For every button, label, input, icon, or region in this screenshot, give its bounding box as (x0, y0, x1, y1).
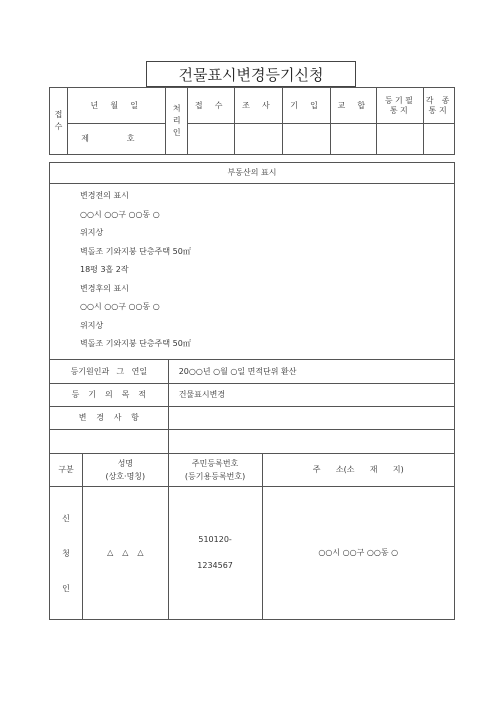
applicant-type-header (50, 454, 83, 487)
property-line: 벽돌조 기와지붕 단층주택 50㎡ (80, 339, 191, 348)
main-form-table (49, 162, 455, 620)
applicant-type-label: 구분 (58, 465, 74, 474)
step-stamp-box[interactable] (331, 124, 377, 155)
property-line: 위지상 (80, 228, 104, 237)
step-cell (331, 88, 377, 124)
applicant-name-header (82, 454, 168, 487)
applicant-name-header-line2: (상호·명칭) (105, 471, 146, 481)
property-description-cell (50, 184, 455, 360)
step-check-label: 교 합 (337, 100, 370, 110)
applicant-address-header-label: 주 소(소 재 지) (312, 465, 404, 474)
property-line: 18평 3홉 2작 (80, 265, 129, 274)
applicant-id-field[interactable] (168, 487, 262, 620)
processor-label: 처리인 (172, 104, 181, 137)
step-stamp-box[interactable] (188, 124, 235, 155)
step-entry-label: 기 입 (290, 100, 323, 110)
step-stamp-box[interactable] (282, 124, 331, 155)
cause-label-cell (50, 360, 169, 384)
changes-label-cell (50, 407, 169, 430)
applicant-id-header-line1: 주민등록번호 (191, 458, 239, 468)
changes-label: 변 경 사 항 (78, 413, 139, 422)
applicant-id-header (168, 454, 262, 487)
step-cell (282, 88, 331, 124)
property-header-cell (50, 163, 455, 184)
step-receipt-label: 접 수 (194, 100, 228, 110)
blank-value-field[interactable] (168, 430, 454, 454)
receipt-label-cell (50, 88, 68, 155)
property-line: 위지상 (80, 320, 104, 330)
purpose-value-field[interactable]: 건물표시변경 (168, 384, 454, 407)
applicant-name-header-line1: 성명 (117, 458, 134, 468)
receipt-date-label: 년 월 일 (90, 100, 143, 110)
purpose-label-cell (50, 384, 169, 407)
changes-value-field[interactable] (168, 407, 454, 430)
applicant-name-value: △ △ △ (107, 548, 144, 557)
receipt-table (49, 87, 455, 155)
step-cell (188, 88, 235, 124)
step-review-label: 조 사 (242, 100, 275, 110)
step-completion-notice-label: 등기필통지 (384, 95, 416, 115)
cause-label: 등기원인과 그 연일 (70, 366, 148, 376)
blank-label-cell (50, 430, 169, 454)
step-stamp-box[interactable] (377, 124, 424, 155)
processor-label-cell (166, 88, 188, 155)
step-stamp-box[interactable] (424, 124, 455, 155)
receipt-number-cell (67, 124, 165, 155)
purpose-label: 등 기 의 목 적 (71, 390, 147, 399)
property-line: 변경후의 표시 (80, 283, 129, 293)
property-line: 변경전의 표시 (80, 191, 129, 200)
step-notices-label: 각 종통지 (425, 95, 453, 115)
cause-value-field[interactable]: 20○○년 ○월 ○일 면적단위 환산 (168, 360, 454, 384)
applicant-name-field[interactable] (82, 487, 168, 620)
applicant-id-header-line2: (등기용등록번호) (184, 471, 246, 481)
property-line: ○○시 ○○구 ○○동 ○ (80, 302, 160, 311)
applicant-address-header (262, 454, 455, 487)
step-stamp-box[interactable] (234, 124, 282, 155)
applicant-address-value: ○○시 ○○구 ○○동 ○ (318, 548, 399, 557)
property-header: 부동산의 표시 (227, 168, 277, 177)
applicant-id-value-line2: 1234567 (197, 561, 233, 570)
receipt-date-cell (67, 88, 165, 124)
step-cell (424, 88, 455, 124)
receipt-label: 접수 (54, 110, 63, 131)
property-line: 벽돌조 기와지붕 단층주택 50㎡ (80, 246, 191, 256)
form-title: 건물표시변경등기신청 (146, 61, 356, 87)
applicant-role-cell (50, 487, 83, 620)
applicant-address-field[interactable] (262, 487, 455, 620)
applicant-id-value-line1: 510120- (198, 535, 232, 544)
receipt-number-label: 제 호 (81, 134, 153, 143)
property-line: ○○시 ○○구 ○○동 ○ (80, 209, 160, 219)
step-cell (234, 88, 282, 124)
step-cell (377, 88, 424, 124)
applicant-role-label: 신청인 (62, 513, 70, 593)
